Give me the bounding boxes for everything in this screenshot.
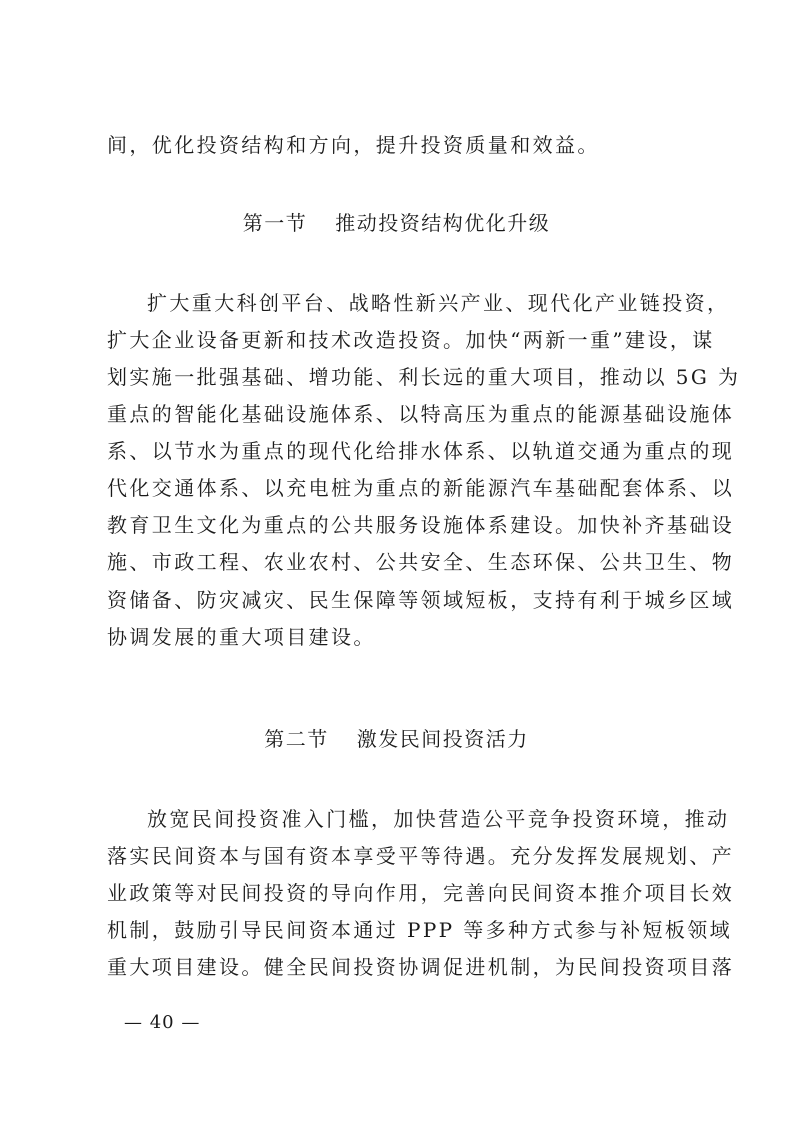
- paragraph-line: 重大项目建设。健全民间投资协调促进机制，为民间投资项目落: [107, 955, 735, 979]
- paragraph-line: 机制，鼓励引导民间资本通过 PPP 等多种方式参与补短板领域: [107, 918, 733, 942]
- section-title: 推动投资结构优化升级: [335, 211, 551, 235]
- paragraph-line: 系、以节水为重点的现代化给排水体系、以轨道交通为重点的现: [107, 439, 735, 463]
- paragraph-line: 间，优化投资结构和方向，提升投资质量和效益。: [107, 133, 600, 157]
- section-heading-1: [0, 206, 793, 240]
- paragraph-line: 协调发展的重大项目建设。: [107, 625, 376, 649]
- section-title: 激发民间投资活力: [356, 727, 529, 751]
- paragraph-line: 扩大重大科创平台、战略性新兴产业、现代化产业链投资，: [147, 291, 730, 315]
- paragraph-line: 施、市政工程、农业农村、公共安全、生态环保、公共卫生、物: [107, 550, 735, 574]
- section-heading-2: [0, 722, 793, 756]
- page-number: — 40 —: [124, 1012, 201, 1033]
- section-number: 第二节: [264, 727, 329, 751]
- section-number: 第一节: [242, 211, 308, 235]
- paragraph-line: 代化交通体系、以充电桩为重点的新能源汽车基础配套体系、以: [107, 476, 735, 500]
- paragraph-line: 扩大企业设备更新和技术改造投资。加快“两新一重”建设，谋: [107, 328, 715, 352]
- paragraph-line: 资储备、防灾减灾、民生保障等领域短板，支持有利于城乡区域: [107, 588, 735, 612]
- paragraph-line: 业政策等对民间投资的导向作用，完善向民间资本推介项目长效: [107, 881, 735, 905]
- paragraph-line: 划实施一批强基础、增功能、利长远的重大项目，推动以 5G 为: [107, 365, 741, 389]
- paragraph-line: 教育卫生文化为重点的公共服务设施体系建设。加快补齐基础设: [107, 513, 735, 537]
- paragraph-line: 放宽民间投资准入门槛，加快营造公平竞争投资环境，推动: [147, 807, 730, 831]
- paragraph-line: 重点的智能化基础设施体系、以特高压为重点的能源基础设施体: [107, 402, 735, 426]
- paragraph-line: 落实民间资本与国有资本享受平等待遇。充分发挥发展规划、产: [107, 844, 735, 868]
